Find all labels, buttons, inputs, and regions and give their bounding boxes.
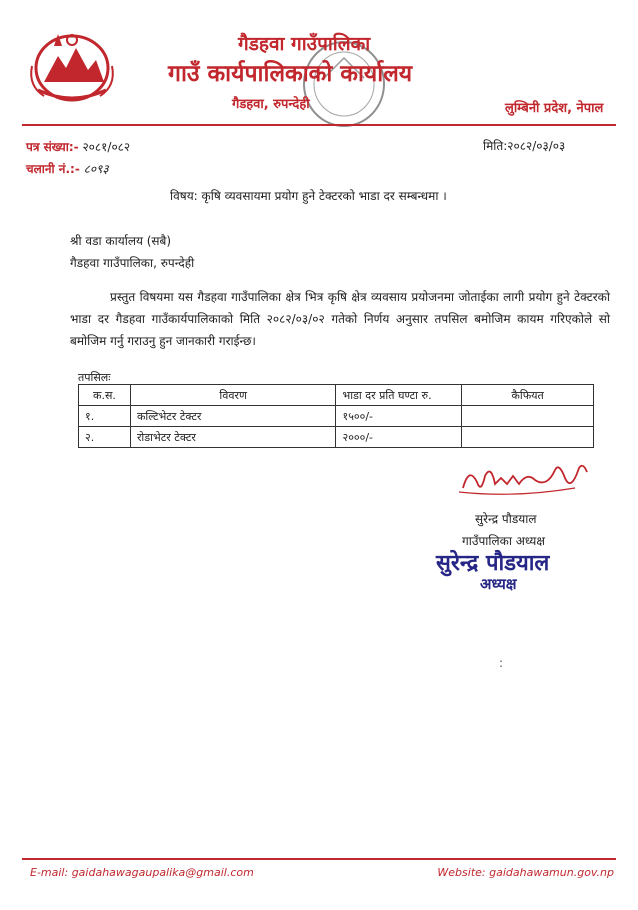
dispatch-number xyxy=(26,160,109,177)
cell-sn: १. xyxy=(79,406,131,427)
header-remarks: कैफियत xyxy=(462,385,594,406)
handwritten-signature xyxy=(455,458,595,506)
cell-rate: १५००/- xyxy=(336,406,462,427)
scan-mark: : xyxy=(499,656,504,670)
cell-remarks xyxy=(462,406,594,427)
province-name: लुम्बिनी प्रदेश, नेपाल xyxy=(505,101,604,116)
header-description: विवरण xyxy=(130,385,336,406)
cell-description: रोडाभेटर टेक्टर xyxy=(130,427,336,448)
cell-rate: २०००/- xyxy=(336,427,462,448)
dispatch-value: ८०९३ xyxy=(83,162,109,176)
signatory-name: सुरेन्द्र पौडयाल xyxy=(475,512,537,526)
table-row xyxy=(79,427,594,448)
cell-remarks xyxy=(462,427,594,448)
title-stamp: अध्यक्ष xyxy=(480,575,517,593)
footer-email: E-mail: gaidahawagaupalika@gmail.com xyxy=(30,866,254,879)
cell-sn: २. xyxy=(79,427,131,448)
cell-description: कल्टिभेटर टेक्टर xyxy=(130,406,336,427)
reference-number xyxy=(26,138,130,155)
header-sn: क.स. xyxy=(79,385,131,406)
municipality-name: गैडहवा गाउँपालिका xyxy=(238,33,371,55)
letter-date: मिति:२०८२/०३/०३ xyxy=(483,139,566,153)
footer-website: Website: gaidahawamun.gov.np xyxy=(437,866,614,879)
dispatch-label: चलानी नं.:- xyxy=(26,162,80,176)
reference-label: पत्र संख्या:- xyxy=(26,140,79,154)
reference-value: २०८१/०८२ xyxy=(82,140,131,154)
footer-divider xyxy=(22,858,616,860)
header-divider xyxy=(22,124,616,126)
name-stamp: सुरेन्द्र पौडयाल xyxy=(436,551,550,576)
table-label: तपसिलः xyxy=(78,371,111,384)
table-row xyxy=(79,406,594,427)
nepal-emblem-icon xyxy=(24,26,120,106)
signatory-title: गाउँपालिका अध्यक्ष xyxy=(462,534,545,548)
office-address: गैडहवा, रुपन्देही xyxy=(232,97,310,112)
addressee-line-1: श्री वडा कार्यालय (सबै) xyxy=(70,234,172,248)
letter-body: प्रस्तुत विषयमा यस गैडहवा गाउँपालिका क्षेत्र भित्र कृषि क्षेत्र व्यवसाय प्रयोजनमा जोताईका लागी प्रयोग हुने टेक्टरको भाडा दर गैडहवा गाउँकार्यपालिकाको मिति २०८२/०३/०२ गतेको निर्णय अनुसार तपसिल बमोजिम कायम गरिएकोले सो बमोजिम गर्नु गराउनु हुन जानकारी गराईन्छ। xyxy=(70,290,610,348)
letter-subject: विषय: कृषि व्यवसायमा प्रयोग हुने टेक्टरको भाडा दर सम्बन्धमा । xyxy=(170,189,447,203)
office-name: गाउँ कार्यपालिकाको कार्यालय xyxy=(168,61,413,87)
header-rate: भाडा दर प्रति घण्टा रु. xyxy=(336,385,462,406)
rate-table xyxy=(78,384,594,448)
table-header-row xyxy=(79,385,594,406)
addressee-line-2: गैडहवा गाउँपालिका, रुपन्देही xyxy=(70,256,195,270)
